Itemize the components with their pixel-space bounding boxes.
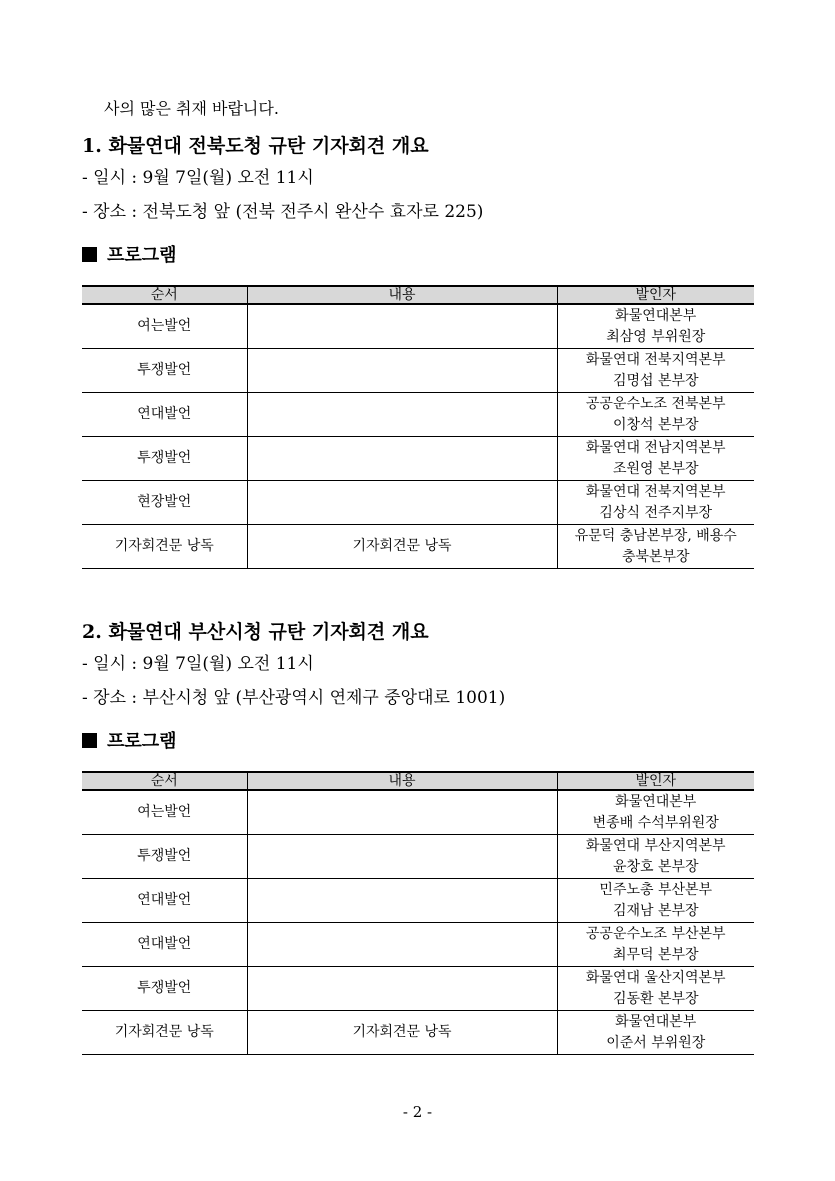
table-row [82, 790, 754, 835]
order-cell: 투쟁발언 [82, 967, 247, 1011]
table-row [82, 393, 754, 437]
table-row [82, 879, 754, 923]
order-cell: 투쟁발언 [82, 349, 247, 393]
content-cell [247, 393, 557, 437]
square-bullet-icon [82, 247, 97, 262]
speaker-cell [557, 525, 754, 569]
speaker-name: 최삼영 부위원장 [606, 328, 706, 345]
speaker-cell [557, 393, 754, 437]
speaker-name: 조원영 본부장 [612, 460, 699, 477]
speaker-cell [557, 1011, 754, 1055]
square-bullet-icon [82, 733, 97, 748]
speaker-name: 최무덕 본부장 [612, 946, 699, 963]
speaker-org: 화물연대본부 [615, 307, 697, 324]
speaker-name: 변종배 수석부위원장 [592, 814, 719, 831]
speaker-cell [557, 923, 754, 967]
intro-text: 사의 많은 취재 바랍니다. [104, 99, 279, 118]
order-cell: 여는발언 [82, 304, 247, 349]
order-cell: 여는발언 [82, 790, 247, 835]
table-row [82, 349, 754, 393]
datetime-line: - 일시 : 9월 7일(월) 오전 11시 [82, 654, 314, 674]
speaker-cell [557, 304, 754, 349]
section-1 [82, 131, 754, 569]
table-row [82, 835, 754, 879]
header-speaker: 발인자 [557, 772, 754, 790]
content-cell [247, 437, 557, 481]
content-cell [247, 835, 557, 879]
order-cell: 기자회견문 낭독 [82, 525, 247, 569]
order-cell: 연대발언 [82, 393, 247, 437]
content-cell: 기자회견문 낭독 [247, 1011, 557, 1055]
section-title: 2. 화물연대 부산시청 규탄 기자회견 개요 [82, 621, 429, 643]
table-row [82, 481, 754, 525]
speaker-org: 유문덕 충남본부장, 배용수 [574, 527, 737, 544]
section-title: 1. 화물연대 전북도청 규탄 기자회견 개요 [82, 135, 429, 157]
program-table [82, 285, 754, 569]
place-line: - 장소 : 전북도청 앞 (전북 전주시 완산수 효자로 225) [82, 202, 484, 222]
header-content: 내용 [247, 286, 557, 304]
speaker-name: 이준서 부위원장 [606, 1034, 706, 1051]
speaker-cell [557, 437, 754, 481]
header-content: 내용 [247, 772, 557, 790]
speaker-org: 민주노총 부산본부 [599, 881, 713, 898]
speaker-name: 충북본부장 [621, 548, 690, 565]
header-order: 순서 [82, 772, 247, 790]
speaker-name: 김동환 본부장 [612, 990, 699, 1007]
place-line: - 장소 : 부산시청 앞 (부산광역시 연제구 중앙대로 1001) [82, 688, 506, 708]
table-row [82, 437, 754, 481]
content-cell [247, 967, 557, 1011]
page-number: - 2 - [402, 1103, 433, 1121]
content-cell: 기자회견문 낭독 [247, 525, 557, 569]
header-order: 순서 [82, 286, 247, 304]
order-cell: 연대발언 [82, 923, 247, 967]
content-cell [247, 304, 557, 349]
program-heading [82, 729, 754, 755]
table-header-row [82, 772, 754, 790]
content-cell [247, 923, 557, 967]
speaker-org: 화물연대 전북지역본부 [585, 483, 726, 500]
speaker-cell [557, 790, 754, 835]
speaker-org: 화물연대 부산지역본부 [585, 837, 726, 854]
table-row [82, 923, 754, 967]
speaker-name: 윤창호 본부장 [612, 858, 699, 875]
speaker-cell [557, 967, 754, 1011]
order-cell: 기자회견문 낭독 [82, 1011, 247, 1055]
table-row [82, 1011, 754, 1055]
order-cell: 투쟁발언 [82, 437, 247, 481]
speaker-cell [557, 879, 754, 923]
speaker-cell [557, 481, 754, 525]
table-row [82, 525, 754, 569]
speaker-org: 화물연대본부 [615, 1013, 697, 1030]
content-cell [247, 879, 557, 923]
speaker-name: 김상식 전주지부장 [599, 504, 713, 521]
speaker-name: 김재남 본부장 [612, 902, 699, 919]
program-label: 프로그램 [107, 731, 177, 752]
order-cell: 연대발언 [82, 879, 247, 923]
table-row [82, 967, 754, 1011]
order-cell: 투쟁발언 [82, 835, 247, 879]
section-2 [82, 617, 754, 1055]
speaker-name: 김명섭 본부장 [612, 372, 699, 389]
header-speaker: 발인자 [557, 286, 754, 304]
program-heading [82, 243, 754, 269]
table-row [82, 304, 754, 349]
table-header-row [82, 286, 754, 304]
datetime-line: - 일시 : 9월 7일(월) 오전 11시 [82, 168, 314, 188]
content-cell [247, 790, 557, 835]
program-table [82, 771, 754, 1055]
program-label: 프로그램 [107, 245, 177, 266]
speaker-cell [557, 349, 754, 393]
speaker-cell [557, 835, 754, 879]
content-cell [247, 481, 557, 525]
speaker-org: 화물연대 울산지역본부 [585, 969, 726, 986]
speaker-org: 화물연대 전남지역본부 [585, 439, 726, 456]
speaker-org: 화물연대본부 [615, 793, 697, 810]
speaker-org: 공공운수노조 부산본부 [585, 925, 726, 942]
order-cell: 현장발언 [82, 481, 247, 525]
content-cell [247, 349, 557, 393]
speaker-org: 화물연대 전북지역본부 [585, 351, 726, 368]
speaker-name: 이창석 본부장 [612, 416, 699, 433]
speaker-org: 공공운수노조 전북본부 [585, 395, 726, 412]
